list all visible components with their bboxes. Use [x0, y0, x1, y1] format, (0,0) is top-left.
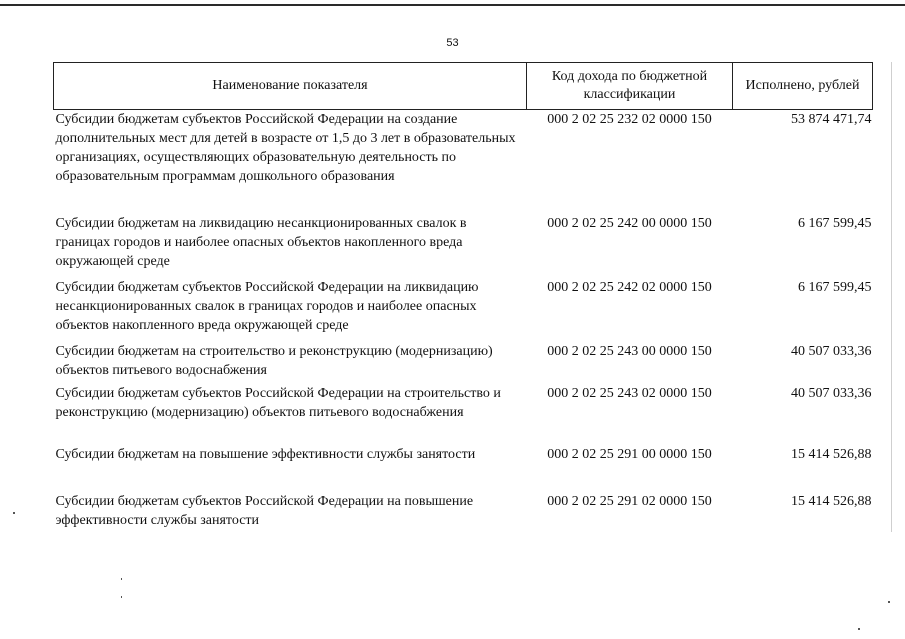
row-amount: 15 414 526,88 — [791, 493, 872, 509]
row-name: Субсидии бюджетам на повышение эффективности службы занятости — [55, 446, 476, 462]
row-code: 000 2 02 25 243 00 0000 150 — [547, 343, 712, 359]
scan-top-border — [0, 4, 905, 6]
table-row — [54, 445, 873, 492]
table-row — [54, 492, 873, 534]
table-row — [54, 214, 873, 278]
table-row — [54, 278, 873, 342]
scan-speck — [13, 512, 15, 514]
row-amount: 6 167 599,45 — [798, 279, 872, 295]
row-code: 000 2 02 25 242 02 0000 150 — [547, 279, 712, 295]
header-name: Наименование показателя — [54, 63, 527, 110]
table-header — [54, 63, 873, 110]
table-row — [54, 342, 873, 384]
header-code: Код дохода по бюджетной классификации — [527, 63, 733, 110]
scan-speck — [121, 578, 122, 580]
row-name: Субсидии бюджетам на ликвидацию несанкционированных свалок в границах городов и наиболее опасных объектов накопленного вреда окружающей среде — [55, 215, 467, 269]
scan-speck — [888, 601, 890, 603]
scan-speck — [121, 596, 122, 598]
row-amount: 53 874 471,74 — [791, 112, 872, 127]
row-code: 000 2 02 25 243 02 0000 150 — [547, 385, 712, 401]
scan-speck — [858, 628, 860, 630]
table-row — [54, 384, 873, 445]
row-code: 000 2 02 25 291 02 0000 150 — [547, 493, 712, 509]
page-number: 53 — [446, 37, 459, 49]
row-name: Субсидии бюджетам субъектов Российской Федерации на повышение эффективности службы занятости — [55, 493, 474, 528]
row-name: Субсидии бюджетам субъектов Российской Федерации на создание дополнительных мест для детей в возрасте от 1,5 до 3 лет в образовательных организациях, осуществляющих образовательную деятельность по образовательным программам дошкольного образования — [55, 112, 516, 184]
row-name: Субсидии бюджетам субъектов Российской Федерации на ликвидацию несанкционированных свалок в границах городов и наиболее опасных объектов накопленного вреда окружающей среде — [55, 279, 479, 333]
row-name: Субсидии бюджетам на строительство и реконструкцию (модернизацию) объектов питьевого водоснабжения — [55, 343, 493, 378]
scan-right-edge — [891, 62, 892, 532]
row-amount: 40 507 033,36 — [791, 385, 872, 401]
table-body — [54, 110, 873, 534]
header-row — [54, 63, 873, 110]
row-code: 000 2 02 25 242 00 0000 150 — [547, 215, 712, 231]
row-code: 000 2 02 25 291 00 0000 150 — [547, 446, 712, 462]
row-amount: 15 414 526,88 — [791, 446, 872, 462]
budget-table — [53, 62, 873, 534]
row-code: 000 2 02 25 232 02 0000 150 — [547, 112, 712, 127]
row-name: Субсидии бюджетам субъектов Российской Федерации на строительство и реконструкцию (модернизацию) объектов питьевого водоснабжения — [55, 385, 501, 420]
row-amount: 40 507 033,36 — [791, 343, 872, 359]
table-row — [54, 110, 873, 214]
row-amount: 6 167 599,45 — [798, 215, 872, 231]
header-amount: Исполнено, рублей — [733, 63, 873, 110]
